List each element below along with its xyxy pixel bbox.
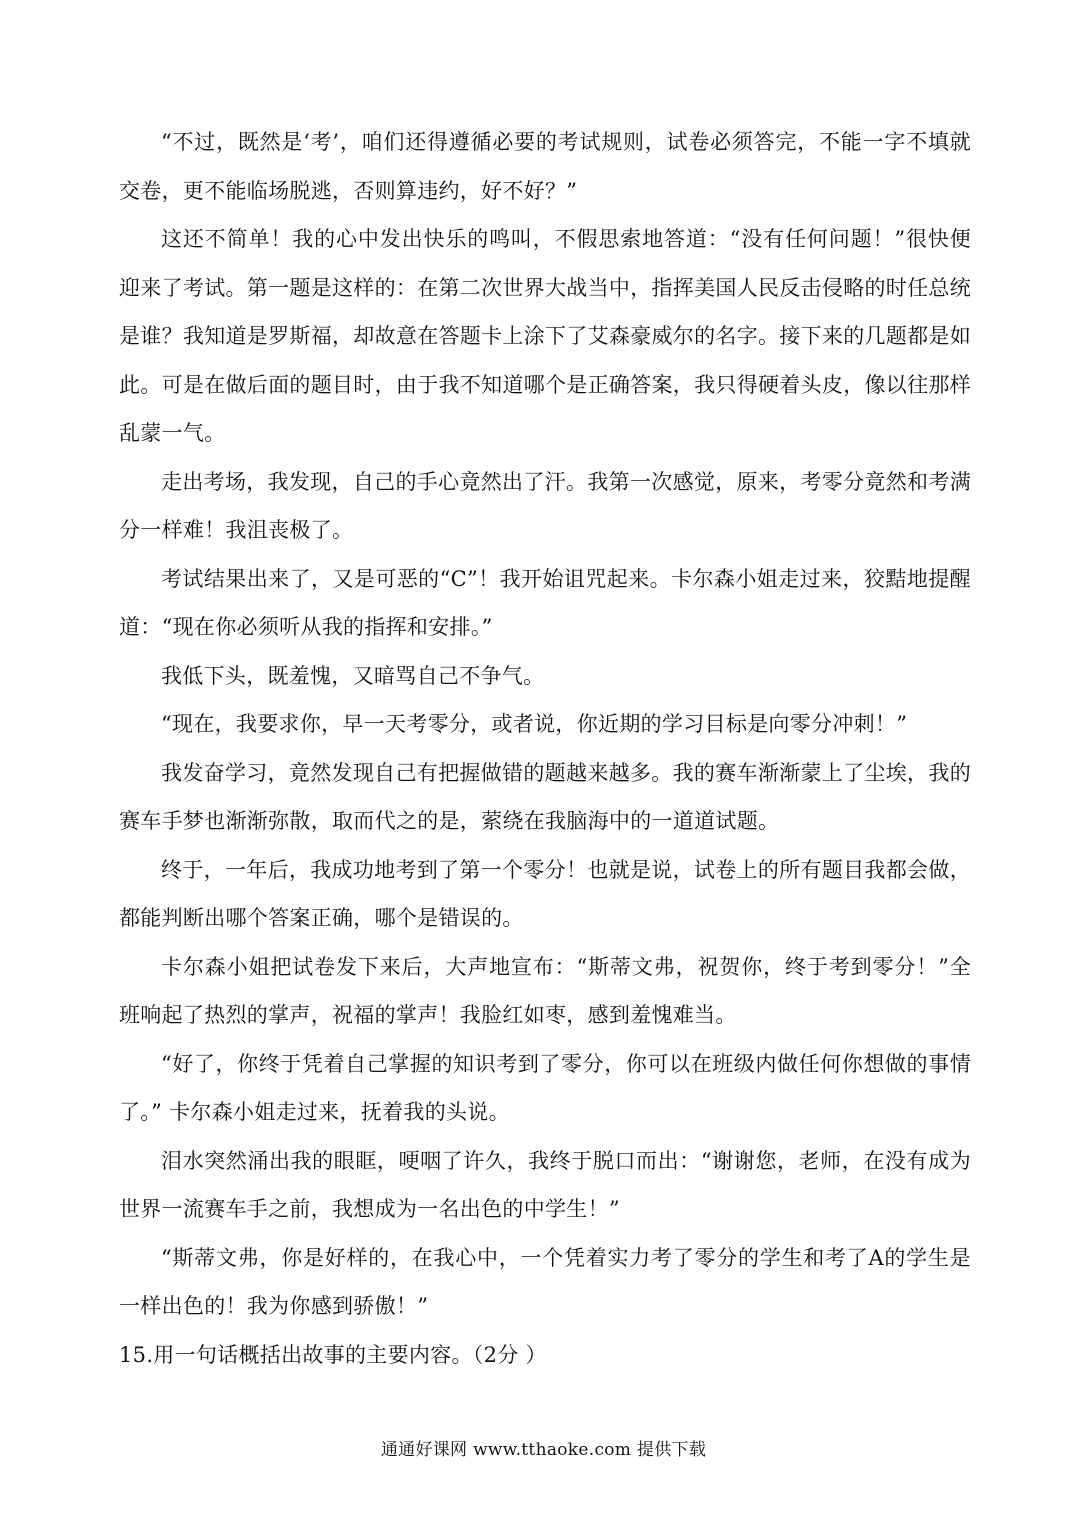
paragraph-7: 我发奋学习，竟然发现自己有把握做错的题越来越多。我的赛车渐渐蒙上了尘埃，我的赛车手梦也渐渐弥散，取而代之的是，萦绕在我脑海中的一道道试题。 xyxy=(119,760,971,833)
paragraph-8: 终于，一年后，我成功地考到了第一个零分！也就是说，试卷上的所有题目我都会做，都能判断出哪个答案正确，哪个是错误的。 xyxy=(119,857,971,930)
paragraph-10: “好了，你终于凭着自己掌握的知识考到了零分，你可以在班级内做任何你想做的事情了。” 卡尔森小姐走过来，抚着我的头说。 xyxy=(119,1051,971,1124)
page-footer: 通通好课网 www.tthaoke.com 提供下载 xyxy=(380,1440,707,1460)
paragraph-9: 卡尔森小姐把试卷发下来后，大声地宣布：“斯蒂文弗，祝贺你，终于考到零分！”全班响起了热烈的掌声，祝福的掌声！我脸红如枣，感到羞愧难当。 xyxy=(119,954,971,1027)
paragraph-12: “斯蒂文弗，你是好样的，在我心中，一个凭着实力考了零分的学生和考了A的学生是一样出色的！我为你感到骄傲！” xyxy=(119,1245,971,1318)
paragraph-6: “现在，我要求你，早一天考零分，或者说，你近期的学习目标是向零分冲刺！” xyxy=(161,712,908,736)
article-body xyxy=(119,118,971,1379)
question-15: 15.用一句话概括出故事的主要内容。（2分 ） xyxy=(119,1342,547,1367)
paragraph-2: 这还不简单！我的心中发出快乐的鸣叫，不假思索地答道：“没有任何问题！”很快便迎来了考试。第一题是这样的：在第二次世界大战当中，指挥美国人民反击侵略的时任总统是谁？我知道是罗斯福，却故意在答题卡上涂下了艾森豪威尔的名字。接下来的几题都是如此。可是在做后面的题目时，由于我不知道哪个是正确答案，我只得硬着头皮，像以往那样乱蒙一气。 xyxy=(119,227,971,445)
paragraph-3: 走出考场，我发现，自己的手心竟然出了汗。我第一次感觉，原来，考零分竟然和考满分一样难！我沮丧极了。 xyxy=(119,469,971,542)
paragraph-4: 考试结果出来了，又是可恶的“C”！我开始诅咒起来。卡尔森小姐走过来，狡黠地提醒道：“现在你必须听从我的指挥和安排。” xyxy=(119,566,971,639)
paragraph-5: 我低下头，既羞愧，又暗骂自己不争气。 xyxy=(161,663,545,688)
paragraph-11: 泪水突然涌出我的眼眶，哽咽了许久，我终于脱口而出：“谢谢您，老师，在没有成为世界一流赛车手之前，我想成为一名出色的中学生！” xyxy=(119,1148,971,1221)
paragraph-1: “不过，既然是‘考’，咱们还得遵循必要的考试规则，试卷必须答完，不能一字不填就交卷，更不能临场脱逃，否则算违约，好不好？” xyxy=(119,130,971,203)
